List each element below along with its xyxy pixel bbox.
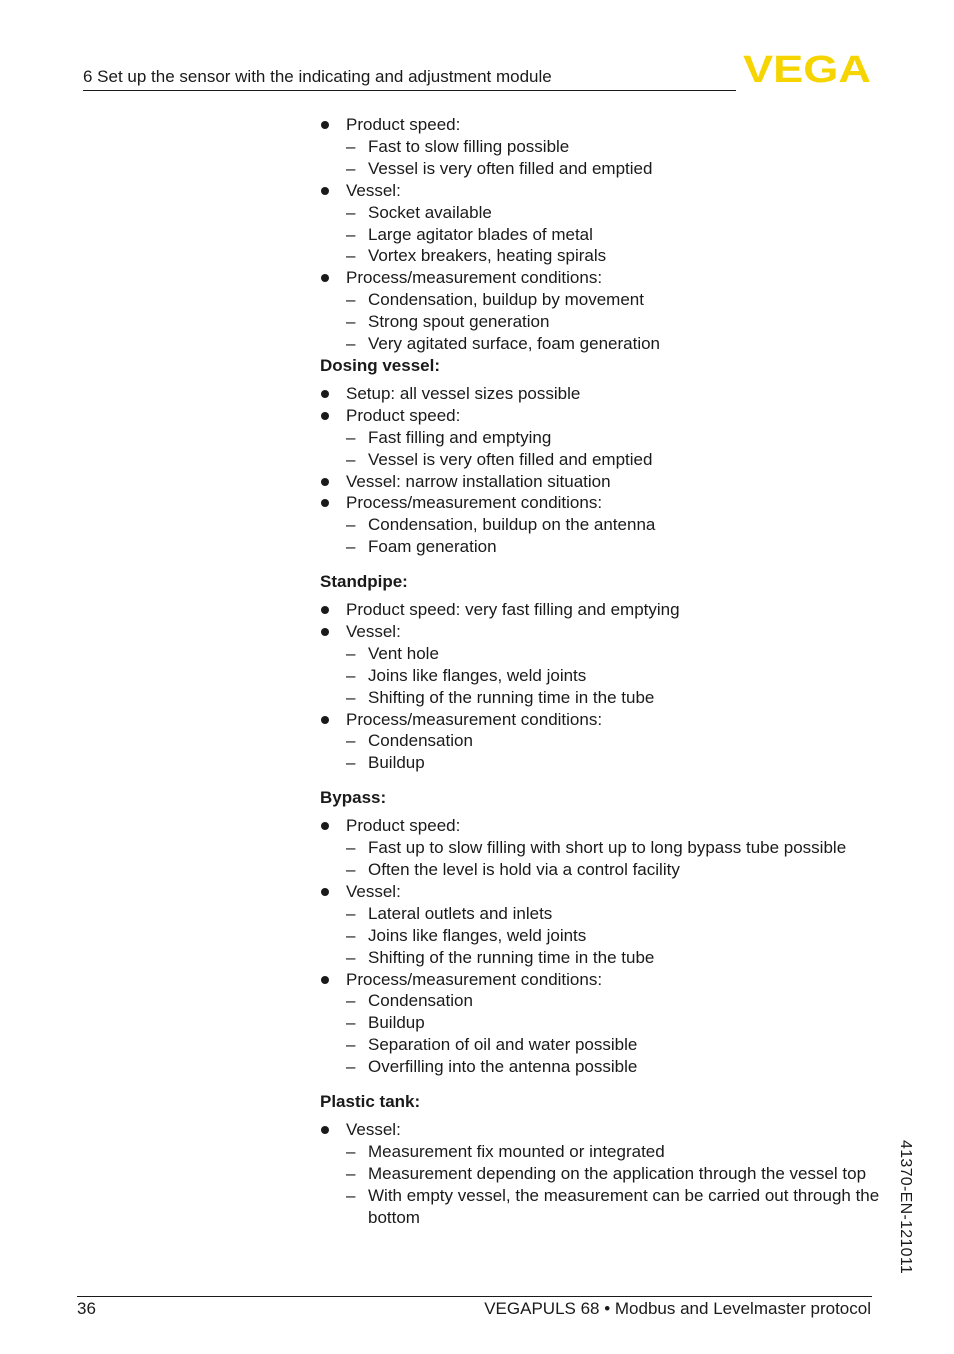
bullet-item	[320, 492, 880, 558]
sub-item: – Condensation, buildup on the antenna	[346, 514, 880, 536]
sub-list	[346, 202, 880, 268]
section	[320, 1091, 880, 1228]
bullet-item	[320, 881, 880, 969]
section-bullet-list	[320, 815, 880, 1078]
sub-item: – Condensation, buildup by movement	[346, 289, 880, 311]
bullet-text: Process/measurement conditions:	[346, 268, 603, 288]
bullet-item	[320, 383, 880, 405]
sub-item: – Foam generation	[346, 536, 880, 558]
section	[320, 355, 880, 558]
sub-item: – Often the level is hold via a control facility	[346, 859, 880, 881]
sub-item: – Joins like flanges, weld joints	[346, 925, 880, 947]
document-code: 41370-EN-121011	[897, 1140, 914, 1275]
sections	[320, 355, 880, 1229]
sub-item: – With empty vessel, the measurement can be carried out through the bottom	[346, 1185, 880, 1229]
bullet-item	[320, 621, 880, 709]
sub-list	[346, 643, 880, 709]
intro-bullet-list	[320, 114, 880, 355]
main-content	[320, 114, 880, 1229]
vega-logo	[742, 52, 872, 84]
header-title: 6 Set up the sensor with the indicating and adjustment module	[83, 67, 552, 86]
sub-item: – Shifting of the running time in the tube	[346, 687, 880, 709]
bullet-text: Setup: all vessel sizes possible	[346, 383, 581, 403]
section-bullet-list	[320, 383, 880, 558]
sub-item: – Buildup	[346, 752, 880, 774]
sub-item: – Very agitated surface, foam generation	[346, 333, 880, 355]
sub-item: – Separation of oil and water possible	[346, 1034, 880, 1056]
sub-list	[346, 990, 880, 1078]
sub-list	[346, 730, 880, 774]
bullet-text: Product speed:	[346, 816, 461, 836]
bullet-text: Vessel:	[346, 881, 401, 901]
sub-item: – Measurement depending on the application through the vessel top	[346, 1163, 880, 1185]
sub-item: – Strong spout generation	[346, 311, 880, 333]
sub-item: – Vortex breakers, heating spirals	[346, 245, 880, 267]
sub-list	[346, 289, 880, 355]
bullet-text: Process/measurement conditions:	[346, 709, 603, 729]
bullet-text: Vessel: narrow installation situation	[346, 471, 611, 491]
bullet-text: Product speed:	[346, 115, 461, 134]
bullet-text: Process/measurement conditions:	[346, 969, 603, 989]
section-heading: Dosing vessel:	[320, 355, 440, 375]
footer-rule	[77, 1296, 872, 1297]
section-heading: Bypass:	[320, 788, 387, 808]
footer-doc-title: VEGAPULS 68 • Modbus and Levelmaster protocol	[484, 1299, 871, 1318]
bullet-text: Vessel:	[346, 1119, 401, 1139]
section-bullet-list	[320, 1119, 880, 1229]
section	[320, 787, 880, 1078]
intro-section	[320, 114, 880, 355]
sub-list	[346, 1141, 880, 1229]
sub-item: – Fast filling and emptying	[346, 427, 880, 449]
sub-list	[346, 514, 880, 558]
bullet-text: Vessel:	[346, 621, 401, 641]
bullet-item	[320, 471, 880, 493]
sub-list	[346, 427, 880, 471]
header-rule	[83, 90, 736, 91]
sub-item: – Large agitator blades of metal	[346, 224, 880, 246]
bullet-item	[320, 1119, 880, 1229]
sub-item: – Fast up to slow filling with short up to long bypass tube possible	[346, 837, 880, 859]
bullet-item	[320, 405, 880, 471]
sub-item: – Vessel is very often filled and emptied	[346, 158, 880, 180]
section-heading: Plastic tank:	[320, 1092, 421, 1112]
sub-item: – Condensation	[346, 990, 880, 1012]
sub-item: – Lateral outlets and inlets	[346, 903, 880, 925]
section	[320, 571, 880, 774]
sub-item: – Measurement fix mounted or integrated	[346, 1141, 880, 1163]
sub-item: – Condensation	[346, 730, 880, 752]
bullet-text: Vessel:	[346, 180, 401, 200]
bullet-item	[320, 815, 880, 881]
page-number: 36	[77, 1299, 96, 1318]
bullet-item	[320, 599, 880, 621]
sub-item: – Overfilling into the antenna possible	[346, 1056, 880, 1078]
sub-item: – Vent hole	[346, 643, 880, 665]
section-bullet-list	[320, 599, 880, 774]
sub-list	[346, 903, 880, 969]
sub-item: – Vessel is very often filled and emptied	[346, 449, 880, 471]
bullet-text: Process/measurement conditions:	[346, 493, 603, 513]
sub-list	[346, 837, 880, 881]
bullet-text: Product speed:	[346, 405, 461, 425]
bullet-item	[320, 180, 880, 268]
sub-item: – Socket available	[346, 202, 880, 224]
sub-item: – Joins like flanges, weld joints	[346, 665, 880, 687]
bullet-item	[320, 267, 880, 355]
sub-item: – Fast to slow filling possible	[346, 136, 880, 158]
bullet-text: Product speed: very fast filling and emptying	[346, 600, 680, 620]
section-heading: Standpipe:	[320, 572, 408, 592]
bullet-item	[320, 969, 880, 1079]
sub-item: – Buildup	[346, 1012, 880, 1034]
bullet-item	[320, 114, 880, 180]
logo-text: VEGA	[743, 52, 871, 84]
sub-item: – Shifting of the running time in the tube	[346, 947, 880, 969]
sub-list	[346, 136, 880, 180]
bullet-item	[320, 709, 880, 775]
